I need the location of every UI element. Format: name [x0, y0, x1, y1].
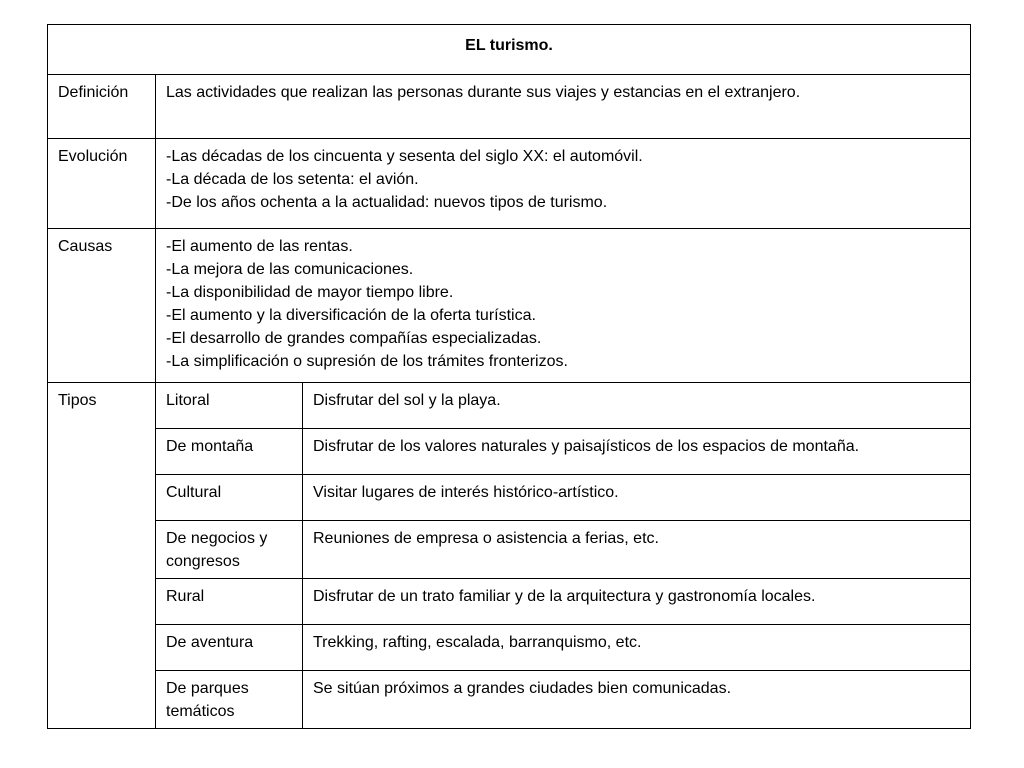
tipo-desc: Disfrutar de los valores naturales y paisajísticos de los espacios de montaña. [303, 429, 971, 475]
tipos-label: Tipos [48, 383, 156, 729]
definicion-label: Definición [48, 75, 156, 139]
causas-item: -La disponibilidad de mayor tiempo libre. [166, 284, 454, 301]
tipo-name: De negocios y congresos [156, 521, 303, 579]
tipo-desc: Reuniones de empresa o asistencia a ferias, etc. [303, 521, 971, 579]
causas-item: -El aumento y la diversificación de la oferta turística. [166, 307, 536, 324]
title-row [48, 25, 971, 75]
tipo-row [48, 671, 971, 729]
causas-item: -El desarrollo de grandes compañías especializadas. [166, 330, 542, 347]
evolucion-label: Evolución [48, 139, 156, 229]
tipo-desc: Disfrutar del sol y la playa. [303, 383, 971, 429]
evolucion-list [156, 139, 971, 229]
evolucion-row [48, 139, 971, 229]
evolucion-item: -De los años ochenta a la actualidad: nuevos tipos de turismo. [166, 194, 608, 211]
tourism-table [47, 24, 971, 729]
tipo-name: Rural [156, 579, 303, 625]
tipo-name: Litoral [156, 383, 303, 429]
tipo-desc: Disfrutar de un trato familiar y de la arquitectura y gastronomía locales. [303, 579, 971, 625]
tipo-row [48, 429, 971, 475]
definicion-row [48, 75, 971, 139]
tipo-name: Cultural [156, 475, 303, 521]
tipo-row [48, 625, 971, 671]
causas-row [48, 229, 971, 383]
tipo-name: De montaña [156, 429, 303, 475]
tipo-name: De parques temáticos [156, 671, 303, 729]
evolucion-item: -Las décadas de los cincuenta y sesenta del siglo XX: el automóvil. [166, 148, 643, 165]
tipo-desc: Trekking, rafting, escalada, barranquismo, etc. [303, 625, 971, 671]
causas-label: Causas [48, 229, 156, 383]
tipo-row [48, 521, 971, 579]
definicion-text: Las actividades que realizan las personas durante sus viajes y estancias en el extranjero. [156, 75, 971, 139]
causas-item: -La mejora de las comunicaciones. [166, 261, 414, 278]
tipo-row [48, 475, 971, 521]
tipo-row [48, 579, 971, 625]
causas-list [156, 229, 971, 383]
tipo-name: De aventura [156, 625, 303, 671]
causas-item: -El aumento de las rentas. [166, 238, 353, 255]
causas-item: -La simplificación o supresión de los trámites fronterizos. [166, 353, 568, 370]
tipo-desc: Se sitúan próximos a grandes ciudades bien comunicadas. [303, 671, 971, 729]
tipo-desc: Visitar lugares de interés histórico-artístico. [303, 475, 971, 521]
tipo-row [48, 383, 971, 429]
evolucion-item: -La década de los setenta: el avión. [166, 171, 419, 188]
table-title: EL turismo. [48, 25, 971, 75]
